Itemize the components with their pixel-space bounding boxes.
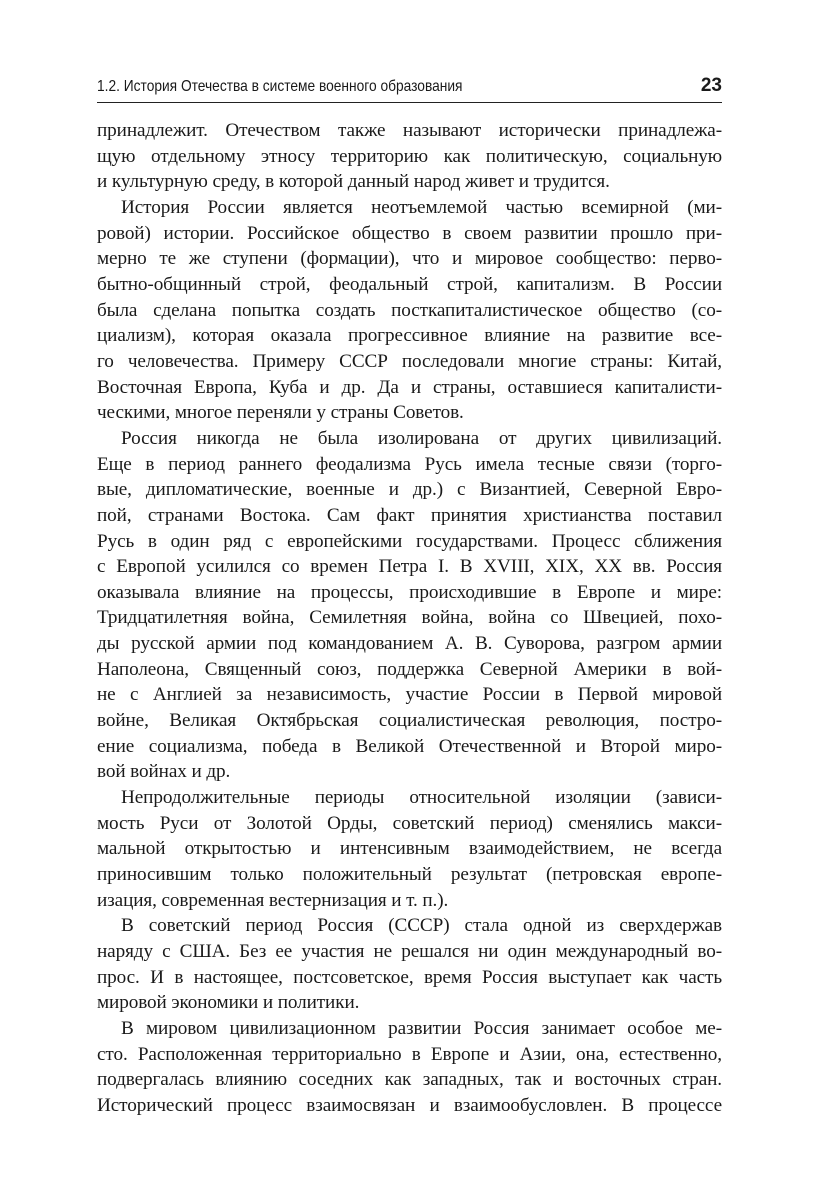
text-line: пой, странами Востока. Сам факт принятия христианства поставил (97, 504, 722, 526)
text-line: В советский период Россия (СССР) стала одной из сверхдержав (121, 915, 722, 937)
paragraph (97, 913, 722, 1016)
text-line: оказывала влияние на процессы, происходившие в Европе и мире: (97, 581, 722, 603)
text-line: щую отдельному этносу территорию как политическую, социальную (97, 145, 722, 167)
text-line: Непродолжительные периоды относительной изоляции (зависи- (121, 787, 722, 809)
text-line: го человечества. Примеру СССР последовали многие страны: Китай, (97, 350, 722, 372)
text-line: ение социализма, победа в Великой Отечественной и Второй миро- (97, 735, 722, 757)
text-line: с Европой усилился со времен Петра I. В XVIII, XIX, XX вв. Россия (97, 556, 722, 578)
text-line: бытно-общинный строй, феодальный строй, капитализм. В России (97, 273, 722, 295)
text-line: была сделана попытка создать посткапиталистическое общество (со- (97, 299, 722, 321)
paragraph (97, 426, 722, 785)
running-header (97, 76, 722, 103)
text-line: мировой экономики и политики. (97, 992, 360, 1014)
text-line: прос. И в настоящее, постсоветское, время Россия выступает как часть (97, 966, 722, 988)
text-line: вые, дипломатические, военные и др.) с Византией, Северной Евро- (97, 479, 722, 501)
page-number: 23 (700, 75, 722, 96)
running-title: 1.2. История Отечества в системе военного образования (97, 78, 463, 95)
text-line: В мировом цивилизационном развитии Россия занимает особое ме- (121, 1017, 722, 1039)
text-line: изация, современная вестернизация и т. п.). (97, 889, 449, 911)
text-line: циализм), которая оказала прогрессивное влияние на развитие все- (97, 325, 722, 347)
text-line: Еще в период раннего феодализма Русь имела тесные связи (торго- (97, 453, 722, 475)
text-line: подвергалась влиянию соседних как западных, так и восточных стран. (97, 1069, 722, 1091)
text-line: наряду с США. Без ее участия не решался ни один международный во- (97, 941, 722, 962)
paragraph (97, 195, 722, 426)
text-line: мальной открытостью и интенсивным взаимодействием, не всегда (97, 838, 722, 860)
text-line: сто. Расположенная территориально в Европе и Азии, она, естественно, (97, 1043, 722, 1065)
paragraph (97, 1016, 722, 1119)
body-text (97, 118, 722, 1119)
text-line: Россия никогда не была изолирована от других цивилизаций. (121, 427, 722, 449)
text-line: войне, Великая Октябрьская социалистическая революция, постро- (97, 710, 722, 732)
text-line: мерно те же ступени (формации), что и мировое сообщество: перво- (97, 248, 722, 270)
text-line: Русь в один ряд с европейскими государствами. Процесс сближения (97, 530, 722, 552)
paragraph (97, 118, 722, 195)
text-line: мость Руси от Золотой Орды, советский период) сменялись макси- (97, 812, 722, 834)
paragraph (97, 785, 722, 913)
text-line: История России является неотъемлемой частью всемирной (ми- (121, 196, 722, 218)
text-line: ческими, многое переняли у страны Советов. (97, 402, 464, 424)
text-line: Восточная Европа, Куба и др. Да и страны, оставшиеся капиталисти- (97, 376, 722, 398)
text-line: ды русской армии под командованием А. В. Суворова, разгром армии (97, 633, 722, 655)
text-line: не с Англией за независимость, участие России в Первой мировой (97, 684, 722, 706)
text-line: ровой) истории. Российское общество в своем развитии прошло при- (97, 222, 722, 244)
text-line: Исторический процесс взаимосвязан и взаимообусловлен. В процессе (97, 1094, 722, 1116)
text-line: Тридцатилетняя война, Семилетняя война, война со Швецией, похо- (97, 607, 722, 629)
text-line: Наполеона, Священный союз, поддержка Северной Америки в вой- (97, 658, 722, 680)
text-line: принадлежит. Отечеством также называют исторически принадлежа- (97, 120, 722, 141)
text-line: приносившим только положительный результат (петровская европе- (97, 864, 722, 886)
text-line: и культурную среду, в которой данный народ живет и трудится. (97, 171, 610, 193)
text-line: вой войнах и др. (97, 761, 231, 783)
